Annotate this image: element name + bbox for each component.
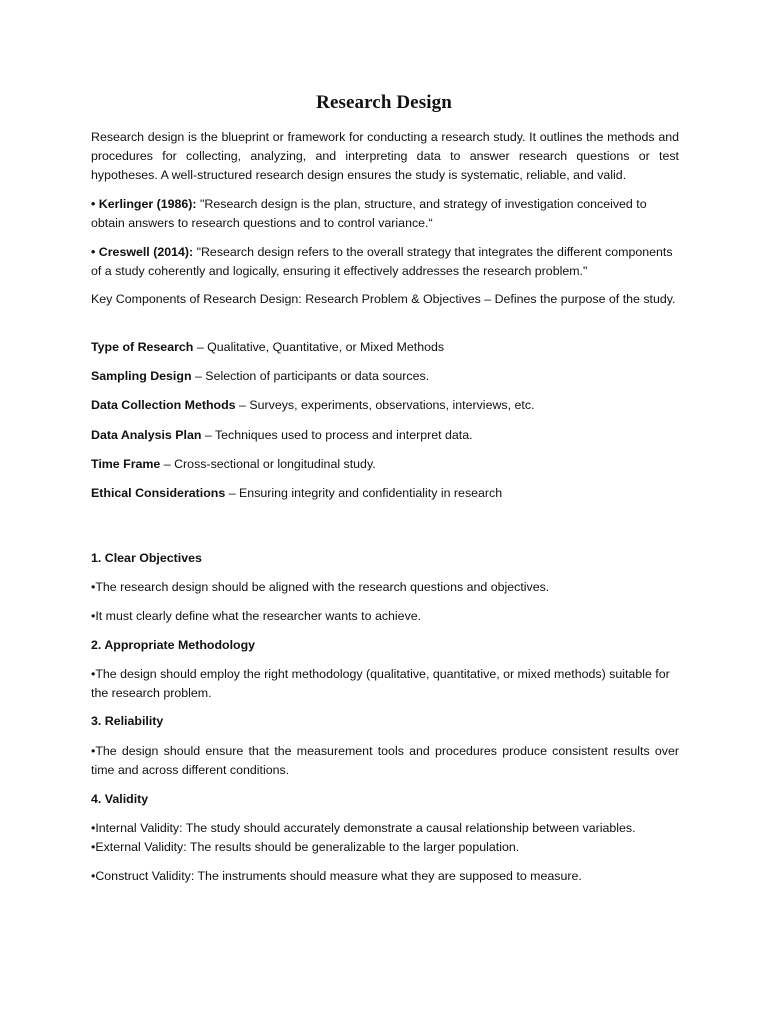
component-ethical (91, 484, 679, 503)
section-heading-reliability (91, 712, 679, 731)
component-label: Type of Research (91, 340, 194, 354)
component-data-collection (91, 396, 679, 415)
component-label: Data Collection Methods (91, 398, 236, 412)
heading-text: 3. Reliability (91, 714, 164, 728)
component-label: Sampling Design (91, 369, 192, 383)
component-text: – Techniques used to process and interpret data. (201, 428, 473, 442)
bullet-construct-validity: •Construct Validity: The instruments should measure what they are supposed to measure. (91, 869, 582, 883)
creswell-definition (91, 243, 679, 281)
creswell-text: "Research design refers to the overall strategy that integrates the different components of a study coherently and logically, ensuring it effectively addresses the research problem." (91, 245, 673, 278)
section-heading-clear-objectives (91, 549, 679, 568)
kerlinger-definition (91, 195, 679, 233)
component-text: – Surveys, experiments, observations, interviews, etc. (235, 398, 535, 412)
component-time-frame (91, 455, 679, 474)
component-text: – Ensuring integrity and confidentiality in research (225, 486, 503, 500)
component-text: – Qualitative, Quantitative, or Mixed Methods (193, 340, 445, 354)
bullet-define: •It must clearly define what the researcher wants to achieve. (91, 609, 422, 623)
component-label: Data Analysis Plan (91, 428, 202, 442)
section-heading-validity (91, 790, 679, 809)
component-label: Ethical Considerations (91, 486, 226, 500)
key-components-paragraph: Key Components of Research Design: Research Problem & Objectives – Defines the purpose of the study. (91, 292, 676, 306)
intro-paragraph: Research design is the blueprint or framework for conducting a research study. It outlines the methods and procedures for collecting, analyzing, and interpreting data to answer research questions or test hypotheses. A well-structured research design ensures the study is systematic, reliable, and valid. (91, 130, 679, 182)
bullet-reliability: •The design should ensure that the measurement tools and procedures produce consistent results over time and across different conditions. (91, 744, 679, 777)
section-heading-methodology (91, 636, 679, 655)
bullet-external-validity: •External Validity: The results should be generalizable to the larger population. (91, 840, 520, 854)
heading-text: 4. Validity (91, 792, 149, 806)
page-title: Research Design (316, 92, 452, 113)
creswell-label: • Creswell (2014): (91, 245, 194, 259)
component-text: – Cross-sectional or longitudinal study. (160, 457, 376, 471)
component-label: Time Frame (91, 457, 161, 471)
component-data-analysis (91, 426, 679, 445)
heading-text: 2. Appropriate Methodology (91, 638, 256, 652)
kerlinger-label: • Kerlinger (1986): (91, 197, 197, 211)
bullet-aligned: •The research design should be aligned with the research questions and objectives. (91, 580, 550, 594)
bullet-methodology: •The design should employ the right methodology (qualitative, quantitative, or mixed methods) suitable for the research problem. (91, 667, 670, 700)
component-type-of-research (91, 338, 679, 357)
heading-text: 1. Clear Objectives (91, 551, 202, 565)
component-text: – Selection of participants or data sources. (191, 369, 430, 383)
component-sampling-design (91, 367, 679, 386)
bullet-internal-validity: •Internal Validity: The study should accurately demonstrate a causal relationship between variables. (91, 821, 636, 835)
kerlinger-text: "Research design is the plan, structure, and strategy of investigation conceived to obtain answers to research questions and to control variance.“ (91, 197, 647, 230)
